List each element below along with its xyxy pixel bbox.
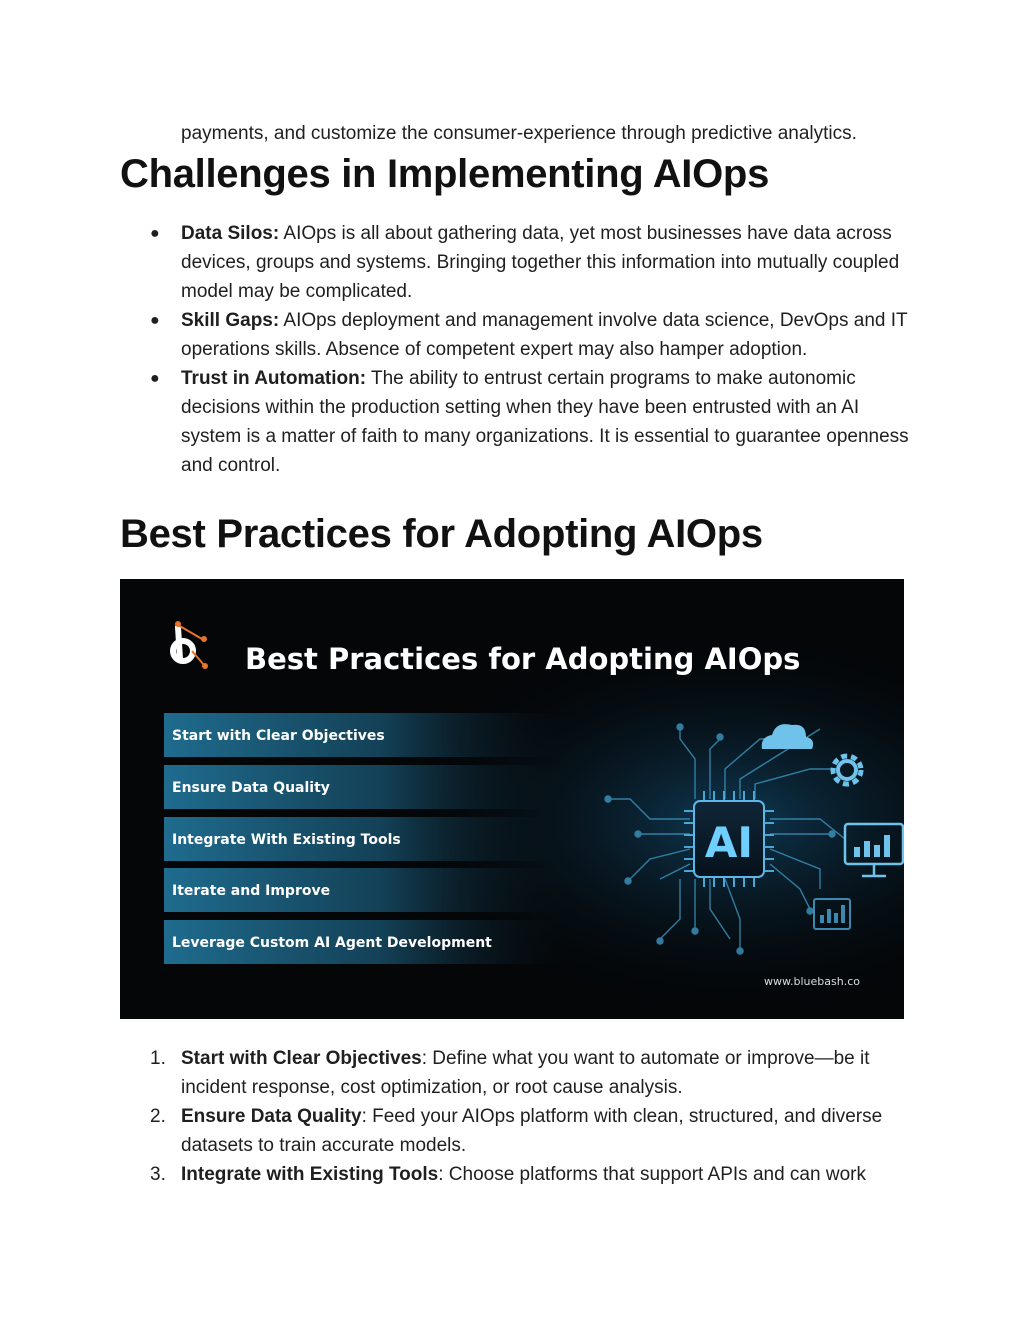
challenges-heading: Challenges in Implementing AIOps — [120, 152, 770, 196]
chip-label: AI — [704, 818, 754, 867]
bullet-icon: ● — [150, 225, 160, 242]
banner-graphic — [120, 579, 904, 1019]
best-practices-banner-image — [120, 579, 904, 1019]
item-term: Trust in Automation: — [181, 368, 367, 389]
list-number: 1. — [150, 1048, 166, 1069]
bullet-icon: ● — [150, 370, 160, 387]
banner-title: Best Practices for Adopting AIOps — [245, 642, 801, 676]
practice-label: Iterate and Improve — [172, 883, 331, 899]
item-term: Integrate with Existing Tools — [181, 1164, 439, 1185]
item-term: Ensure Data Quality — [181, 1106, 362, 1127]
item-text: AIOps deployment and management involve data science, DevOps and IT operations skills. Absence of competent expert may also hamper adoption. — [181, 310, 908, 360]
list-number: 3. — [150, 1164, 166, 1185]
item-text: AIOps is all about gathering data, yet most businesses have data across devices, groups and systems. Bringing together this information into mutually coupled model may be complicated. — [181, 223, 900, 302]
list-number: 2. — [150, 1106, 166, 1127]
item-text: : Choose platforms that support APIs and can work — [438, 1164, 866, 1185]
banner-url: www.bluebash.co — [764, 975, 860, 988]
item-text: : Feed your AIOps platform with clean, structured, and diverse datasets to train accurate models. — [181, 1106, 883, 1156]
item-term: Data Silos: — [181, 223, 280, 244]
best-practices-list — [150, 1044, 910, 1189]
practice-label: Leverage Custom AI Agent Development — [172, 935, 492, 951]
list-item — [150, 1044, 910, 1102]
item-text: : Define what you want to automate or improve—be it incident response, cost optimization, or root cause analysis. — [181, 1048, 870, 1098]
challenges-list — [150, 219, 910, 480]
practice-label: Start with Clear Objectives — [172, 728, 385, 744]
practice-label: Integrate With Existing Tools — [172, 832, 401, 848]
list-item — [150, 1160, 910, 1189]
practice-bars — [164, 713, 564, 964]
practice-label: Ensure Data Quality — [172, 780, 330, 796]
best-practices-heading: Best Practices for Adopting AIOps — [120, 512, 763, 556]
list-item — [150, 219, 910, 306]
item-term: Skill Gaps: — [181, 310, 280, 331]
list-item — [150, 306, 910, 364]
item-term: Start with Clear Objectives — [181, 1048, 422, 1069]
continuation-text: payments, and customize the consumer-experience through predictive analytics. — [181, 123, 857, 144]
ai-chip-icon — [684, 791, 774, 887]
list-item — [150, 364, 910, 480]
bullet-icon: ● — [150, 312, 160, 329]
list-item — [150, 1102, 910, 1160]
item-text: The ability to entrust certain programs to make autonomic decisions within the production setting when they have been entrusted with an AI system is a matter of faith to many organizations. It is essential to guarantee openness and control. — [181, 368, 909, 476]
